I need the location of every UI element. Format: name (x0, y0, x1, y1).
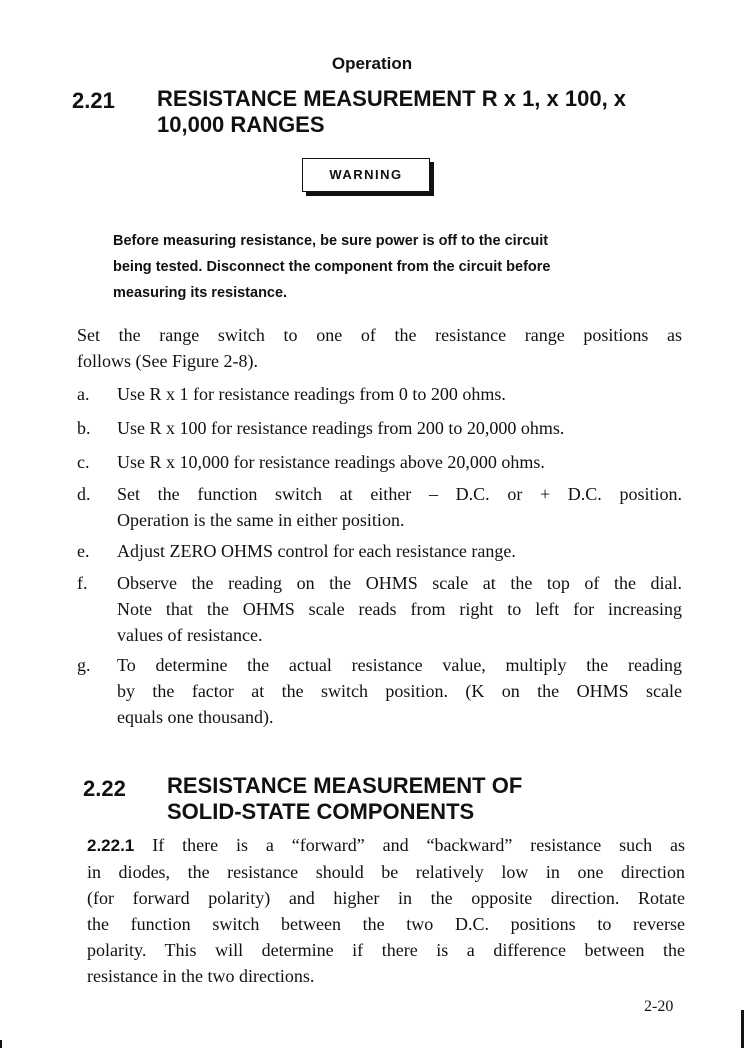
paragraph-number: 2.22.1 (87, 836, 135, 855)
step-line: Operation is the same in either position. (117, 510, 405, 530)
warning-text (113, 228, 673, 306)
warning-line: being tested. Disconnect the component from the circuit before (113, 259, 551, 275)
section-title-line: RESISTANCE MEASUREMENT OF (167, 773, 523, 798)
step-line: Use R x 10,000 for resistance readings above 20,000 ohms. (117, 452, 545, 472)
paragraph-line: the function switch between the two D.C. positions to reverse (87, 914, 685, 934)
step-letter: a. (77, 384, 90, 404)
section-2-22-number: 2.22 (83, 776, 126, 801)
paragraph-line: If there is a “forward” and “backward” resistance such as (152, 835, 685, 855)
step-line: Set the function switch at either – D.C. or + D.C. position. (117, 484, 682, 504)
section-title-line: 10,000 RANGES (157, 112, 325, 137)
step-line: Use R x 1 for resistance readings from 0 to 200 ohms. (117, 384, 506, 404)
step-line: Adjust ZERO OHMS control for each resistance range. (117, 541, 516, 561)
step-letter: c. (77, 452, 90, 472)
warning-label: WARNING (302, 158, 430, 192)
warning-line: Before measuring resistance, be sure power is off to the circuit (113, 233, 549, 249)
section-title-line: RESISTANCE MEASUREMENT R x 1, x 100, x (157, 86, 627, 111)
step-letter: b. (77, 418, 91, 438)
intro-line: follows (See Figure 2-8). (77, 351, 258, 371)
step-letter: f. (77, 573, 88, 593)
paragraph-line: (for forward polarity) and higher in the opposite direction. Rotate (87, 888, 685, 908)
step-line: Observe the reading on the OHMS scale at the top of the dial. (117, 573, 682, 593)
paragraph-2-22-1 (87, 832, 685, 989)
step-line: by the factor at the switch position. (K on the OHMS scale (117, 681, 682, 701)
intro-line: Set the range switch to one of the resistance range positions as (77, 325, 682, 345)
step-line: equals one thousand). (117, 707, 274, 727)
step-letter: d. (77, 484, 91, 504)
paragraph-line: in diodes, the resistance should be relatively low in one direction (87, 862, 685, 882)
section-2-22-title (167, 773, 522, 825)
step-letter: e. (77, 541, 90, 561)
section-2-21-title (157, 86, 626, 138)
page-number: 2-20 (644, 998, 674, 1015)
scan-edge-mark (0, 1040, 2, 1048)
step-line: To determine the actual resistance value, multiply the reading (117, 655, 682, 675)
warning-line: measuring its resistance. (113, 285, 288, 301)
intro-paragraph (77, 322, 682, 374)
paragraph-line: polarity. This will determine if there is a difference between the (87, 940, 685, 960)
section-2-21-number: 2.21 (72, 88, 115, 113)
page-header: Operation (331, 54, 413, 73)
step-line: Note that the OHMS scale reads from right to left for increasing (117, 599, 682, 619)
step-line: values of resistance. (117, 625, 263, 645)
step-letter: g. (77, 655, 91, 675)
section-title-line: SOLID-STATE COMPONENTS (167, 799, 475, 824)
paragraph-line: resistance in the two directions. (87, 966, 315, 986)
step-line: Use R x 100 for resistance readings from 200 to 20,000 ohms. (117, 418, 565, 438)
